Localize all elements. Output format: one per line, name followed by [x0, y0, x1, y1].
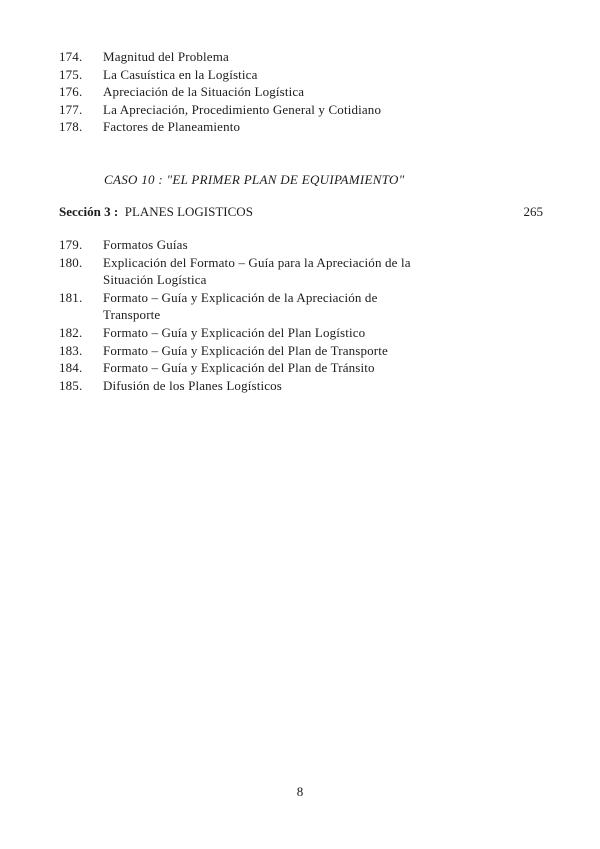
entry-number: 181. [59, 289, 83, 305]
page-number: 8 [296, 784, 304, 799]
entry-title: Explicación del Formato – Guía para la Apreciación de la Situación Logística [103, 254, 411, 288]
entry-title: Apreciación de la Situación Logística [103, 84, 305, 100]
toc-entry [59, 359, 499, 377]
entry-title: Formato – Guía y Explicación del Plan de Transporte [103, 342, 388, 358]
entry-title: Formato – Guía y Explicación del Plan Logístico [103, 324, 366, 340]
entry-number: 185. [59, 377, 83, 393]
entry-title: Difusión de los Planes Logísticos [103, 377, 282, 393]
entry-title: Formato – Guía y Explicación de la Apreciación de Transporte [103, 289, 378, 323]
entry-number: 183. [59, 342, 83, 358]
toc-entry [59, 342, 499, 360]
entry-number: 175. [59, 66, 83, 82]
entry-number: 180. [59, 254, 83, 270]
entry-number: 179. [59, 237, 83, 252]
entry-title: Formatos Guías [103, 237, 188, 252]
toc-entry [59, 83, 499, 101]
entry-number: 176. [59, 84, 83, 100]
toc-entry [59, 66, 499, 84]
entry-number: 177. [59, 101, 83, 117]
entry-title: Factores de Planeamiento [103, 119, 241, 135]
toc-entry [59, 118, 499, 136]
entry-number: 178. [59, 119, 83, 135]
section-heading [59, 204, 543, 220]
toc-list-b [59, 236, 499, 394]
toc-entry [59, 377, 499, 395]
toc-entry [59, 254, 499, 289]
entry-number: 174. [59, 49, 83, 64]
case-heading: CASO 10 : "EL PRIMER PLAN DE EQUIPAMIENTO" [104, 172, 405, 187]
entry-number: 182. [59, 324, 83, 340]
section-label: Sección 3 : [59, 204, 119, 219]
section-page: 265 [523, 204, 543, 219]
section-title: PLANES LOGISTICOS [124, 204, 253, 219]
toc-entry [59, 101, 499, 119]
entry-number: 184. [59, 360, 83, 376]
toc-entry [59, 324, 499, 342]
entry-title: Magnitud del Problema [103, 49, 229, 64]
toc-entry [59, 289, 499, 324]
entry-title: La Apreciación, Procedimiento General y Cotidiano [103, 101, 382, 117]
toc-list-a [59, 48, 499, 136]
entry-title: La Casuística en la Logística [103, 66, 258, 82]
toc-entry [59, 48, 499, 66]
entry-title: Formato – Guía y Explicación del Plan de Tránsito [103, 360, 375, 376]
toc-entry [59, 236, 499, 254]
